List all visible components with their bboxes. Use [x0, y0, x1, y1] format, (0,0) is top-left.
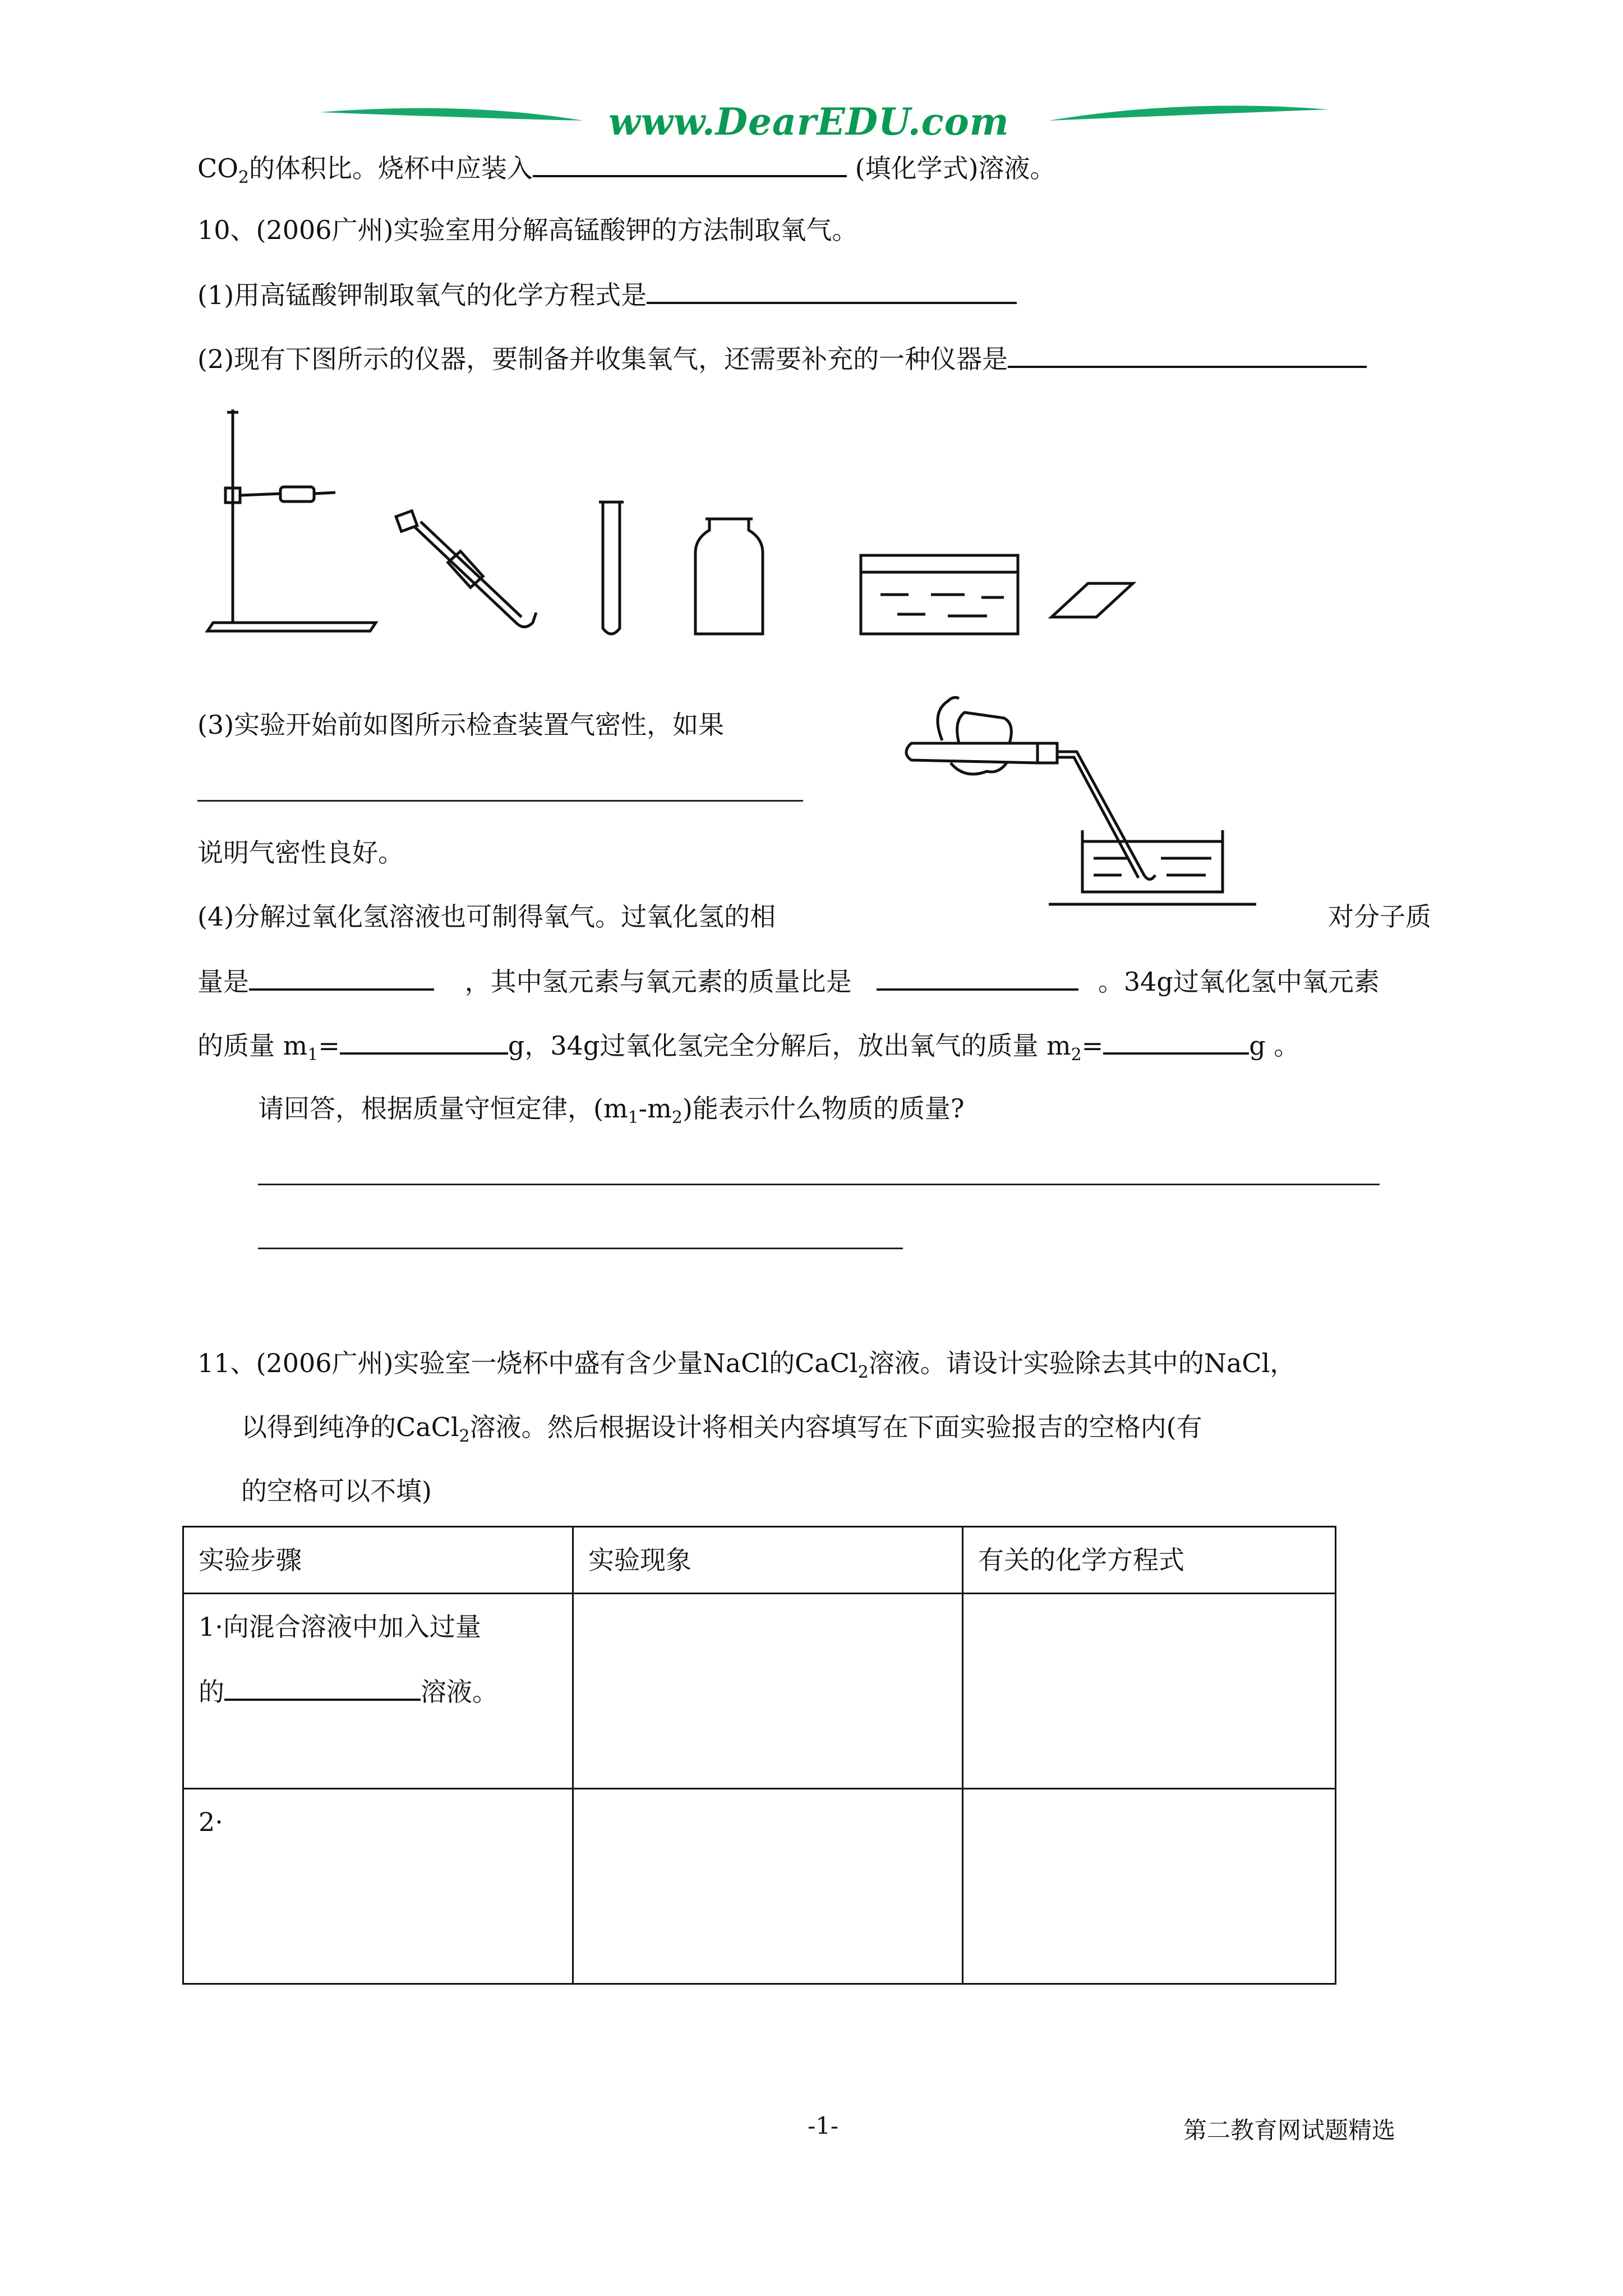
- q11-line3: 的空格可以不填): [241, 1476, 432, 1506]
- mass-ratio-blank[interactable]: [877, 964, 1078, 991]
- q10-part4-answer-line-1[interactable]: [258, 1184, 1380, 1185]
- page-number: -1-: [808, 2112, 839, 2139]
- water-trough-icon: [861, 555, 1018, 634]
- q9-answer-blank[interactable]: [533, 150, 847, 177]
- q10-part3: (3)实验开始前如图所示检查装置气密性，如果: [197, 710, 725, 740]
- q10-part4-b: 量是 ，其中氢元素与氧元素的质量比是 。34g过氧化氢中氧元素: [197, 964, 1380, 999]
- table-row: [183, 1789, 1336, 1984]
- table-row: [183, 1594, 1336, 1789]
- test-tube-icon: [599, 502, 624, 634]
- q10-part4-a: (4)分解过氧化氢溶液也可制得氧气。过氧化氢的相: [197, 901, 776, 932]
- gas-bottle-icon: [695, 519, 763, 634]
- row2-equation-cell[interactable]: [963, 1789, 1336, 1984]
- q10-part4-d: 请回答，根据质量守恒定律，$(m_1-m_2)$能表示什么物质的质量?: [258, 1093, 965, 1128]
- reagent-blank[interactable]: [224, 1674, 421, 1701]
- footer-source: 第二教育网试题精选: [1183, 2116, 1396, 2144]
- row2-phenomenon-cell[interactable]: [573, 1789, 963, 1984]
- q10-part1-blank[interactable]: [647, 277, 1017, 304]
- header-equation: 有关的化学方程式: [963, 1527, 1336, 1594]
- m2-blank[interactable]: [1103, 1028, 1249, 1055]
- q10-part4-c: 的质量 $m_1= g$，34g过氧化氢完全分解后，放出氧气的质量 $m_2= g$ 。: [197, 1028, 1299, 1072]
- glass-plate-icon: [1052, 583, 1133, 617]
- stopper-delivery-tube-icon: [396, 511, 536, 627]
- q9-tail-line: $CO_2$的体积比。烧杯中应装入 (填化学式)溶液。: [197, 150, 1056, 195]
- row2-step-cell[interactable]: 2·: [183, 1789, 573, 1984]
- header-phenomenon: 实验现象: [573, 1527, 963, 1594]
- row1-equation-cell[interactable]: [963, 1594, 1336, 1789]
- row1-step-cell[interactable]: 1·向混合溶液中加入过量 的 溶液。: [183, 1594, 573, 1789]
- q10-part1: (1)用高锰酸钾制取氧气的化学方程式是: [197, 277, 1017, 312]
- airtightness-check-figure: [897, 690, 1262, 914]
- beaker-water-icon: [1049, 830, 1256, 904]
- q10-title: 10、(2006广州)实验室用分解高锰酸钾的方法制取氧气。: [197, 215, 858, 245]
- apparatus-figure: [202, 404, 1155, 645]
- q11-line2: 以得到纯净的CaCl$_2$溶液。然后根据设计将相关内容填写在下面实验报吉的空格内(有: [241, 1412, 1202, 1446]
- q11-line1: 11、(2006广州)实验室一烧杯中盛有含少量NaCl的CaCl$_2$溶液。请设计实验除去其中的NaCl，: [197, 1348, 1296, 1382]
- molecular-mass-blank[interactable]: [249, 964, 434, 991]
- table-header-row: [183, 1527, 1336, 1594]
- iron-stand-icon: [208, 409, 376, 631]
- header-step: 实验步骤: [183, 1527, 573, 1594]
- m1-blank[interactable]: [340, 1028, 508, 1055]
- q10-part2-blank[interactable]: [1008, 341, 1367, 368]
- row1-phenomenon-cell[interactable]: [573, 1594, 963, 1789]
- hand-holding-tube-icon: [906, 697, 1038, 774]
- site-logo-text: www.DearEDU.com: [608, 100, 1009, 144]
- q10-part3-end: 说明气密性良好。: [197, 838, 404, 868]
- q10-part4-answer-line-2[interactable]: [258, 1248, 903, 1249]
- experiment-report-table: [182, 1526, 1336, 1985]
- q10-part4-a-right: 对分子质: [1328, 901, 1431, 932]
- q10-part3-blank[interactable]: [197, 800, 803, 802]
- q10-part2: (2)现有下图所示的仪器，要制备并收集氧气，还需要补充的一种仪器是: [197, 341, 1367, 376]
